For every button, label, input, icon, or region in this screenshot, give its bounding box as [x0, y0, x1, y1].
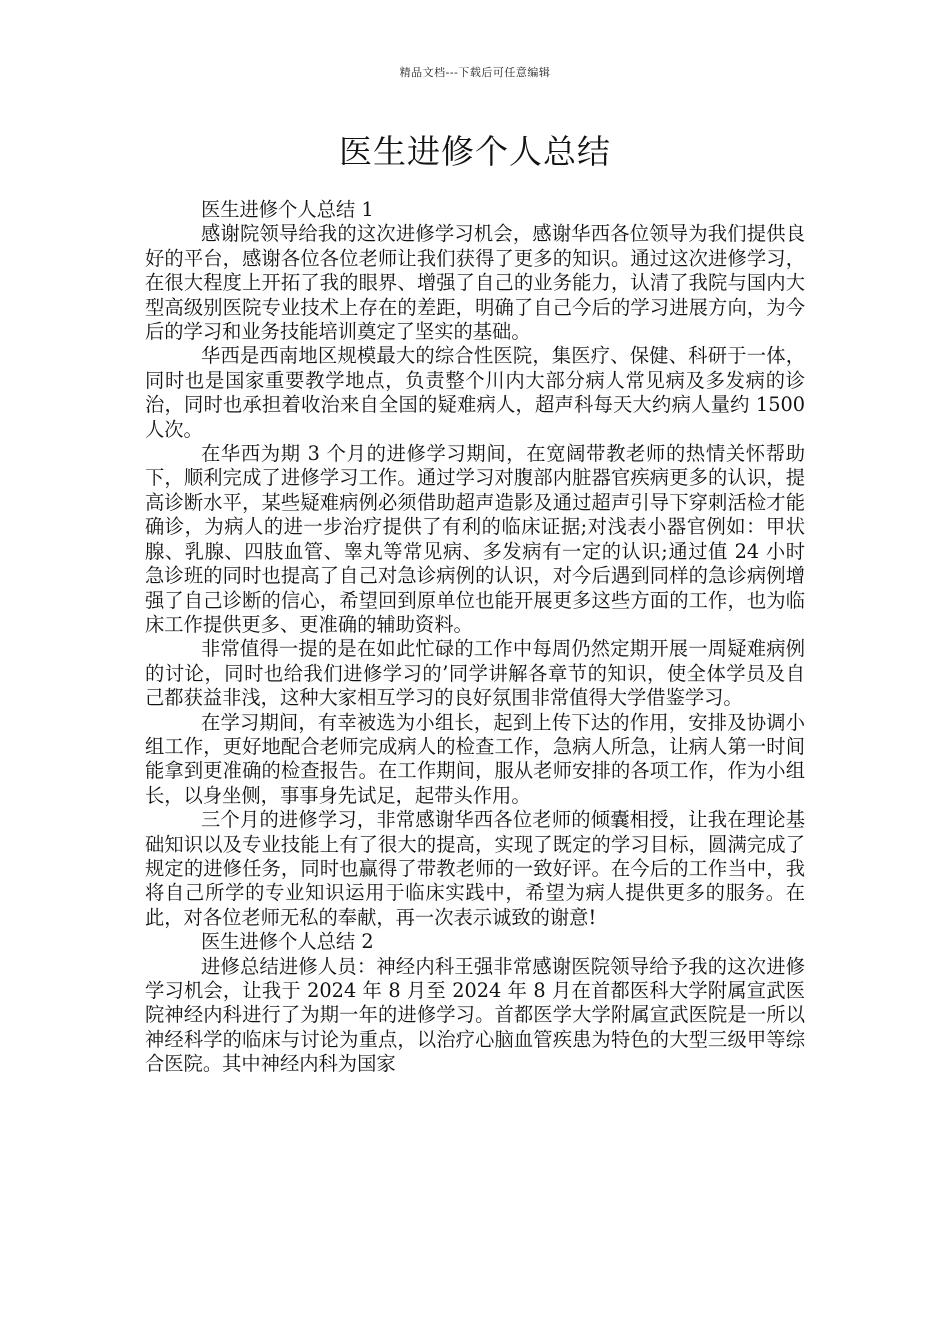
section-heading-2: 医生进修个人总结 2 [200, 930, 374, 954]
section-heading-1: 医生进修个人总结 1 [200, 198, 374, 221]
paragraph: 三个月的进修学习，非常感谢华西各位老师的倾囊相授，让我在理论基础知识以及专业技能上有了很大的提高，实现了既定的学习目标，圆满完成了规定的进修任务，同时也赢得了带教老师的一致好评。在今后的工作当中，我将自己所学的专业知识运用于临床实践中，希望为病人提供更多的服务。在此，对各位老师无私的奉献，再一次表示诚致的谢意! [145, 808, 805, 929]
paragraph: 进修总结进修人员：神经内科王强非常感谢医院领导给予我的这次进修学习机会，让我于 2024 年 8 月至 2024 年 8 月在首都医科大学附属宣武医院神经内科进行了为期一年的进修学习。首都医学大学附属宣武医院是一所以神经科学的临床与讨论为重点，以治疗心脑血管疾患为特色的大型三级甲等综合医院。其中神经内科为国家 [145, 954, 805, 1076]
document-title: 医生进修个人总结 [339, 132, 611, 171]
header-note: 精品文档---下载后可任意编辑 [399, 66, 551, 79]
paragraph: 在学习期间，有幸被选为小组长，起到上传下达的作用，安排及协调小组工作，更好地配合老师完成病人的检查工作，急病人所急，让病人第一时间能拿到更准确的检查报告。在工作期间，服从老师安排的各项工作，作为小组长，以身坐侧，事事身先试足，起带头作用。 [145, 710, 805, 807]
paragraph: 感谢院领导给我的这次进修学习机会，感谢华西各位领导为我们提供良好的平台，感谢各位各位老师让我们获得了更多的知识。通过这次进修学习，在很大程度上开拓了我的眼界、增强了自己的业务能力，认清了我院与国内大型高级别医院专业技术上存在的差距，明确了自己今后的学习进展方向，为今后的学习和业务技能培训奠定了坚实的基础。 [145, 222, 805, 344]
paragraph: 非常值得一提的是在如此忙碌的工作中每周仍然定期开展一周疑难病例的讨论，同时也给我们进修学习的’同学讲解各章节的知识，使全体学员及自己都获益非浅，这种大家相互学习的良好氛围非常值得大学借鉴学习。 [145, 637, 805, 710]
paragraph: 华西是西南地区规模最大的综合性医院，集医疗、保健、科研于一体，同时也是国家重要教学地点，负责整个川内大部分病人常见病及多发病的诊治，同时也承担着收治来自全国的疑难病人，超声科每天大约病人量约 1500 人次。 [145, 344, 805, 441]
paragraph: 在华西为期 3 个月的进修学习期间，在宽阔带教老师的热情关怀帮助下，顺利完成了进修学习工作。通过学习对腹部内脏器官疾病更多的认识，提高诊断水平，某些疑难病例必须借助超声造影及通过超声引导下穿刺活检才能确诊，为病人的进一步治疗提供了有利的临床证据;对浅表小器官例如：甲状腺、乳腺、四肢血管、睾丸等常见病、多发病有一定的认识;通过值 24 小时急诊班的同时也提高了自己对急诊病例的认识，对今后遇到同样的急诊病例增强了自己诊断的信心，希望回到原单位也能开展更多这些方面的工作，也为临床工作提供更多、更准确的辅助资料。 [145, 442, 805, 636]
document-body [145, 198, 805, 1077]
